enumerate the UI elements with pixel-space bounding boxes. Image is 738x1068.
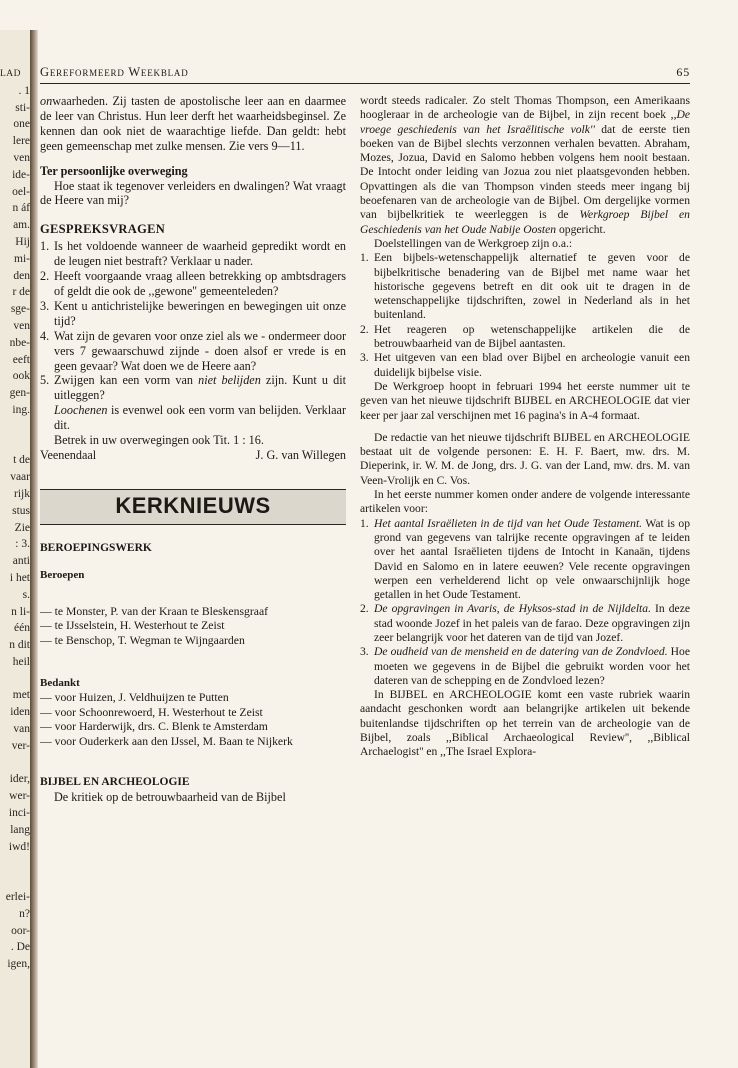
- article-title: De opgravingen in Avaris, de Hyksos-stad in de Nijldelta.: [374, 602, 651, 616]
- list-item: — voor Ouderkerk aan den IJssel, M. Baan te Nijkerk: [40, 734, 293, 748]
- article-paragraph: In het eerste nummer komen onder andere de volgende interessante artikelen voor:: [360, 488, 690, 516]
- question-text: Wat zijn de gevaren voor onze ziel als we - ondermeer door vers 7 gewaarschuwd zijnde - doen alsof er vrede is en geen gevaar? Wat doen we de Heere aan?: [54, 328, 346, 373]
- previous-page-fragment: [0, 872, 30, 889]
- question-text: Kent u antichristelijke beweringen en bewegingen uit onze tijd?: [54, 298, 346, 328]
- article-item: [360, 602, 690, 645]
- article-title: De oudheid van de mensheid en de datering van de Zondvloed.: [374, 645, 668, 659]
- article-text: Hoe moeten we gegevens in de Bijbel die gebruikt worden voor het dateren van de schepping en de Zondvloed lezen?: [374, 645, 690, 687]
- previous-page-fragment: gen-: [9, 387, 30, 400]
- list-item: — te Monster, P. van der Kraan te Bleskensgraaf: [40, 604, 269, 618]
- article-paragraph: De Werkgroep hoopt in februari 1994 het eerste nummer uit te geven van het nieuwe tijdschrift BIJBEL en ARCHEOLOGIE dat vier keer per jaar zal verschijnen met 16 pagina's in A-4 formaat.: [360, 379, 690, 422]
- previous-page-fragment: sti-: [15, 101, 30, 114]
- question-item: [40, 299, 346, 329]
- text-run: dat de eerste tien boeken van de Bijbel slechts verzonnen verhalen bevatten. Abraham, Mozes, Jozua, David en Salomo hebben volgens hem nooit bestaan. De Intocht onder leiding van Jozua zou niet plaatsgevonden hebben. Opvattingen als die van Thompson vinden steeds meer ingang bij beoefenaren van de archeologie van de Bijbel. Om dergelijke vormen van bijbelkritiek te weerleggen is de: [360, 122, 690, 222]
- text-run: opgericht.: [556, 222, 606, 236]
- question-number: 1.: [40, 239, 50, 254]
- previous-page-fragment: ing.: [12, 403, 30, 416]
- previous-page-fragment: anti: [12, 555, 30, 568]
- goal-item: [360, 323, 690, 352]
- article-number: 2.: [360, 602, 369, 616]
- list-item: — voor Harderwijk, drs. C. Blenk te Amsterdam: [40, 720, 268, 734]
- article-title: Het aantal Israëlieten in de tijd van het Oude Testament.: [374, 516, 643, 530]
- previous-page-fragment: [0, 419, 30, 436]
- previous-page-fragment: nbe-: [9, 336, 30, 349]
- question-text: zijn. Kunt u dit uitleggen?: [54, 373, 346, 403]
- previous-page-strip: [0, 30, 30, 1068]
- question-italic: Loochenen: [54, 403, 108, 418]
- list-item: — te IJsselstein, H. Westerhout te Zeist: [40, 619, 225, 633]
- question-text: is evenwel ook een vorm van belijden. Verklaar dit.: [54, 403, 346, 433]
- previous-page-fragment: t de: [13, 454, 30, 467]
- question-item: [40, 329, 346, 374]
- bedankt-heading: Bedankt: [40, 677, 80, 690]
- previous-page-fragment: eeft: [12, 353, 30, 366]
- previous-page-fragment: ide-: [12, 168, 30, 181]
- article-paragraph: In BIJBEL en ARCHEOLOGIE komt een vaste rubriek waarin aandacht geschonken wordt aan belangrijke artikelen uit bekende buitenlandse tijdschriften op het terrein van de archeologie van de Bijbel, zoals ,,Biblical Archaeological Review'', ,,Biblical Archaelogist'' en ,,The Israel Explora-: [360, 688, 690, 759]
- previous-page-fragment: van: [13, 723, 30, 736]
- previous-page-fragment: [0, 671, 30, 688]
- previous-page-fragment: mi-: [14, 252, 30, 265]
- previous-page-fragment: rijk: [14, 487, 30, 500]
- previous-page-fragment: iwd!: [8, 840, 30, 853]
- question-number: 3.: [40, 298, 50, 313]
- articles-list: [360, 517, 690, 689]
- previous-page-fragment: r de: [12, 286, 30, 299]
- previous-page-fragment: [0, 855, 30, 872]
- goals-list: [360, 251, 690, 380]
- werkgroep-name: Werkgroep Bijbel en Geschiedenis van het Oude Nabije Oosten: [360, 208, 690, 236]
- running-header: [40, 62, 690, 84]
- question-number: 4.: [40, 328, 50, 343]
- bijbel-archeologie-heading: BIJBEL EN ARCHEOLOGIE: [40, 776, 190, 789]
- intro-italic-on: on: [40, 94, 53, 108]
- reflection-heading: Ter persoonlijke overweging: [40, 163, 188, 178]
- article-item: [360, 517, 690, 603]
- previous-page-fragments: [0, 83, 30, 973]
- list-item: — voor Schoonrewoerd, H. Westerhout te Zeist: [40, 705, 263, 719]
- previous-page-header: LAD: [0, 69, 22, 79]
- questions-heading: GESPREKSVRAGEN: [40, 222, 166, 237]
- previous-page-fragment: ider,: [9, 773, 30, 786]
- previous-page-fragment: lere: [12, 135, 30, 148]
- question-text: Zwijgen kan een vorm van: [54, 373, 199, 388]
- article-text: Wat is op grond van gegevens van talrijke recente opgravingen af te leiden over het aantal Israëlieten tijdens de Intocht in Kanaän, tijdens David en Salomo en in latere eeuwen? Vele recente opgravingen werpen een verhelderend licht op vele onwaarschijnlijk hoge getallen in het Oude Testament.: [374, 516, 690, 602]
- previous-page-fragment: . 1: [18, 84, 30, 97]
- question-item: [40, 239, 346, 269]
- book-fold-shadow: [30, 30, 38, 1068]
- reflection-text: Hoe staat ik tegenover verleiders en dwalingen? Wat vraagt de Heere van mij?: [40, 178, 346, 208]
- previous-page-fragment: . De: [10, 941, 30, 954]
- intro-paragraph: [40, 94, 346, 154]
- previous-page-fragment: Zie: [14, 521, 30, 534]
- closing-text: Betrek in uw overwegingen ook Tit. 1 : 16.: [54, 433, 264, 448]
- goal-number: 1.: [360, 251, 369, 265]
- article-number: 3.: [360, 645, 369, 659]
- article-paragraph: [360, 94, 690, 237]
- previous-page-fragment: wer-: [9, 790, 30, 803]
- article-number: 1.: [360, 516, 369, 530]
- question-text: Is het voldoende wanneer de waarheid gepredikt wordt en de leugen niet bestraft? Verklaar u nader.: [54, 239, 346, 269]
- previous-page-fragment: ver-: [11, 739, 30, 752]
- previous-page-fragment: igen,: [7, 958, 30, 971]
- previous-page-fragment: vaar: [10, 471, 30, 484]
- previous-page-fragment: n?: [19, 907, 30, 920]
- previous-page-fragment: i het: [9, 571, 30, 584]
- previous-page-fragment: Hij: [15, 235, 30, 248]
- question-number: 2.: [40, 269, 50, 284]
- place: Veenendaal: [40, 447, 97, 462]
- goal-text: Het uitgeven van een blad over Bijbel en archeologie vanuit een duidelijk bijbelse visie.: [374, 351, 690, 379]
- intro-text: waarheden. Zij tasten de apostolische leer aan en daarmee de leer van Christus. Hun leer derft het waarheidsbeginsel. Ze kennen dan ook niet de waarachtige liefde. Dan geldt: hebt geen gemeenschap met zulke mensen. Zie vers 9—11.: [40, 94, 346, 153]
- previous-page-fragment: heil: [12, 655, 30, 668]
- bijbel-intro: De kritiek op de betrouwbaarheid van de Bijbel: [54, 789, 286, 804]
- previous-page-fragment: ven: [13, 151, 30, 164]
- previous-page-fragment: ven: [13, 319, 30, 332]
- questions-list: [40, 239, 346, 433]
- goal-number: 3.: [360, 351, 369, 365]
- question-text: Heeft voorgaande vraag alleen betrekking op ambtsdragers of geldt die ook de ,,gewone'' gemeenteleden?: [54, 269, 346, 298]
- previous-page-fragment: n dit: [9, 639, 30, 652]
- previous-page-fragment: ook: [12, 370, 30, 383]
- goals-intro: Doelstellingen van de Werkgroep zijn o.a.:: [374, 236, 573, 250]
- beroepen-heading: Beroepen: [40, 568, 85, 581]
- previous-page-fragment: s.: [22, 588, 30, 601]
- previous-page-fragment: één: [14, 622, 30, 635]
- journal-title: Gereformeerd Weekblad: [40, 65, 189, 79]
- question-number: 5.: [40, 373, 50, 388]
- left-column: [40, 94, 346, 805]
- text-run: wordt steeds radicaler. Zo stelt Thomas Thompson, een Amerikaans hoogleraar in de archeologie van de Bijbel, in zijn recent boek: [360, 94, 690, 122]
- kerknieuws-title: KERKNIEUWS: [115, 493, 271, 519]
- list-item: — voor Huizen, J. Veldhuijzen te Putten: [40, 691, 229, 705]
- bedankt-list: [40, 691, 346, 749]
- previous-page-fragment: iden: [10, 706, 30, 719]
- goal-number: 2.: [360, 322, 369, 336]
- page-number: 65: [676, 65, 690, 79]
- goal-text: Een bijbels-wetenschappelijk alternatief te geven voor de bijbelkritische benadering van de Bijbel met name waar het historische gegevens betreft en dit ook uit te dragen in de wetenschappelijke tijdschriften, zowel in Nederland als in het buitenland.: [374, 251, 690, 322]
- book-title: ,,De vroege geschiedenis van het Israëlitische volk'': [360, 108, 690, 136]
- article-text: In deze stad woonde Jozef in het paleis van de farao. Deze opgravingen zijn zeer belangrijk voor het dateren van de tijd van Jozef.: [374, 602, 690, 644]
- previous-page-fragment: met: [12, 689, 30, 702]
- previous-page-fragment: lang: [10, 823, 30, 836]
- goal-text: Het reageren op wetenschappelijke artikelen die de betrouwbaarheid van de Bijbel aantasten.: [374, 322, 690, 351]
- signature-line: [40, 448, 346, 463]
- previous-page-fragment: sge-: [10, 303, 30, 316]
- article-item: [360, 645, 690, 688]
- question-item: [40, 373, 346, 433]
- previous-page-fragment: erlei-: [5, 891, 30, 904]
- previous-page-fragment: n áf: [12, 202, 30, 215]
- previous-page-fragment: : 3.: [15, 538, 30, 551]
- right-column: [360, 94, 690, 760]
- article-paragraph: De redactie van het nieuwe tijdschrift BIJBEL en ARCHEOLOGIE bestaat uit de volgende personen: E. H. F. Baert, mw. drs. M. Dieperink, ir. W. M. de Jong, drs. J. G. van der Land, mw. drs. M. van Veen-Vrolijk en C. Vos.: [360, 430, 690, 487]
- previous-page-fragment: oel-: [12, 185, 30, 198]
- previous-page-fragment: den: [13, 269, 30, 282]
- goal-item: [360, 251, 690, 322]
- question-italic: niet belijden: [198, 373, 261, 388]
- previous-page-fragment: one: [13, 118, 30, 131]
- kerknieuws-banner: [40, 489, 346, 525]
- previous-page-fragment: [0, 436, 30, 453]
- beroepingswerk-heading: BEROEPINGSWERK: [40, 541, 152, 554]
- question-item: [40, 269, 346, 299]
- previous-page-fragment: inci-: [8, 807, 30, 820]
- goal-item: [360, 351, 690, 380]
- previous-page-fragment: oor-: [11, 924, 30, 937]
- previous-page-fragment: n li-: [11, 605, 30, 618]
- previous-page-fragment: stus: [12, 504, 30, 517]
- list-item: — te Benschop, T. Wegman te Wijngaarden: [40, 633, 245, 647]
- previous-page-fragment: am.: [13, 219, 30, 232]
- beroepen-list: [40, 605, 346, 649]
- author: J. G. van Willegen: [255, 447, 346, 462]
- previous-page-fragment: [0, 755, 30, 772]
